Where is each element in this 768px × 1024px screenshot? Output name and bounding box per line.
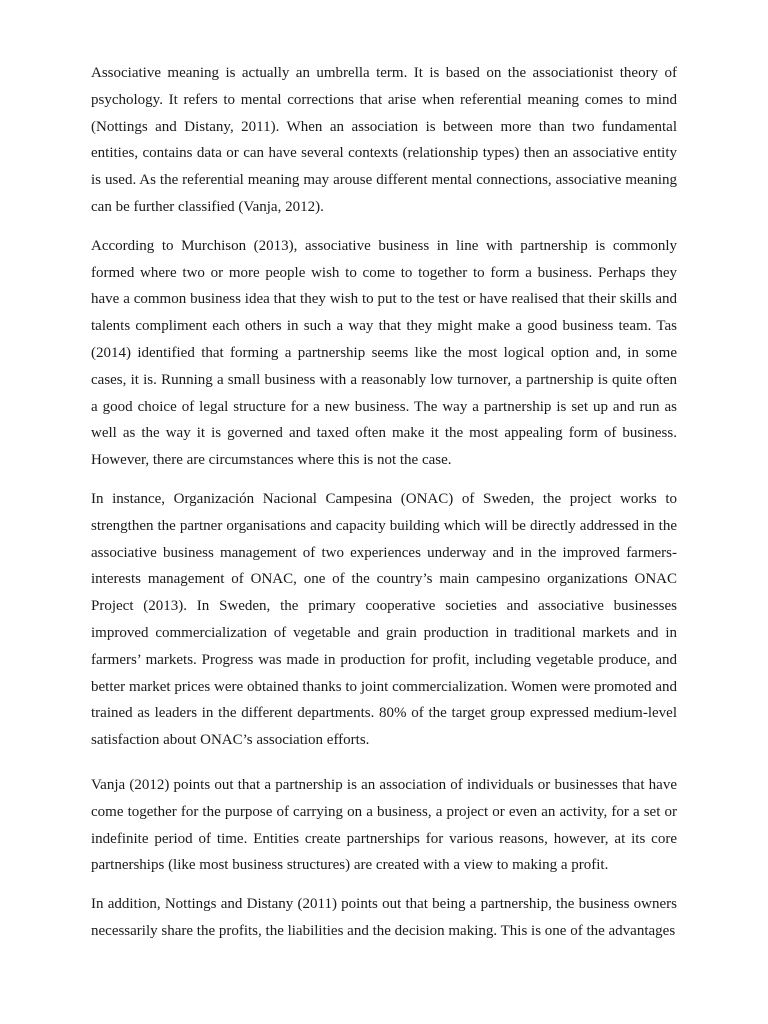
document-body xyxy=(91,60,677,957)
paragraph-murchison-partnership: According to Murchison (2013), associative business in line with partnership is commonly formed where two or more people wish to come to together to form a business. Perhaps they have a common business idea that they wish to put to the test or have realised that their skills and talents compliment each others in such a way that they might make a good business team. Tas (2014) identified that forming a partnership seems like the most logical option and, in some cases, it is. Running a small business with a reasonably low turnover, a partnership is quite often a good choice of legal structure for a new business. The way a partnership is set up and run as well as the way it is governed and taxed often make it the most appealing form of business. However, there are circumstances where this is not the case. xyxy=(91,237,677,469)
paragraph-onac-sweden: In instance, Organización Nacional Campesina (ONAC) of Sweden, the project works to strengthen the partner organisations and capacity building which will be directly addressed in the associative business management of two experiences underway and in the improved farmers-interests management of ONAC, one of the country’s main campesino organizations ONAC Project (2013). In Sweden, the primary cooperative societies and associative businesses improved commercialization of vegetable and grain production in traditional markets and in farmers’ markets. Progress was made in production for profit, including vegetable produce, and better market prices were obtained thanks to joint commercialization. Women were promoted and trained as leaders in the different departments. 80% of the target group expressed medium-level satisfaction about ONAC’s association efforts. xyxy=(91,490,677,749)
paragraph-nottings-distany: In addition, Nottings and Distany (2011) points out that being a partnership, the business owners necessarily share the profits, the liabilities and the decision making. This is one of the advantages xyxy=(91,896,677,939)
paragraph-associative-meaning: Associative meaning is actually an umbrella term. It is based on the associationist theory of psychology. It refers to mental corrections that arise when referential meaning comes to mind (Nottings and Distany, 2011). When an association is between more than two fundamental entities, contains data or can have several contexts (relationship types) then an associative entity is used. As the referential meaning may arouse different mental connections, associative meaning can be further classified (Vanja, 2012). xyxy=(91,65,677,215)
paragraph-vanja-partnership: Vanja (2012) points out that a partnership is an association of individuals or businesses that have come together for the purpose of carrying on a business, a project or even an activity, for a set or indefinite period of time. Entities create partnerships for various reasons, however, at its core partnerships (like most business structures) are created with a view to making a profit. xyxy=(91,776,677,874)
